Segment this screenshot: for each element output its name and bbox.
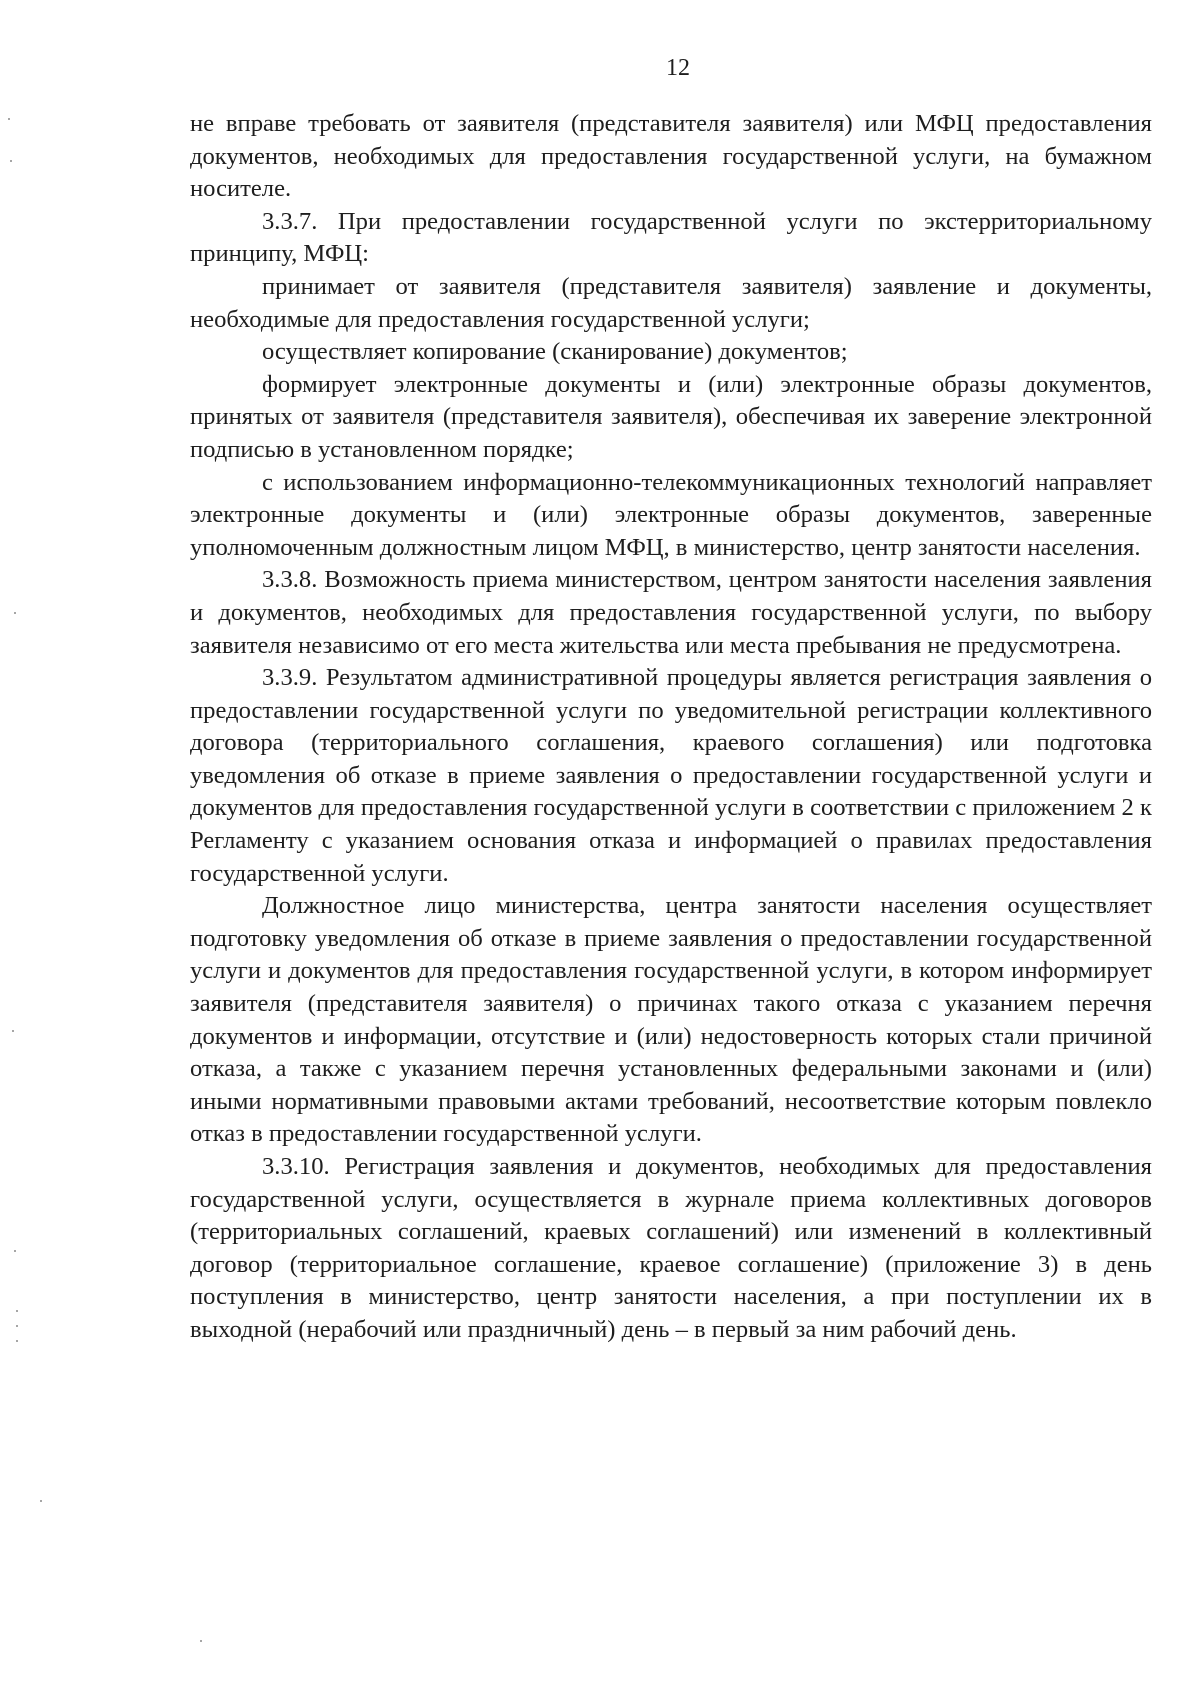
paragraph-continuation: не вправе требовать от заявителя (представителя заявителя) или МФЦ предоставления документов, необходимых для предоставления государственной услуги, на бумажном носителе. bbox=[190, 110, 1152, 203]
paragraph-3-3-7: 3.3.7. При предоставлении государственной услуги по экстерриториальному принципу, МФЦ: bbox=[190, 207, 1152, 268]
page-number: 12 bbox=[666, 55, 690, 81]
list-item-electronic-documents: формирует электронные документы и (или) электронные образы документов, принятых от заявителя (представителя заявителя), обеспечивая их заверение электронной подписью в установленном порядке; bbox=[190, 370, 1152, 463]
paragraph-3-3-9: 3.3.9. Результатом административной процедуры является регистрация заявления о предоставлении государственной услуги по уведомительной регистрации коллективного договора (территориального соглашения, краевого соглашения) или подготовка уведомления об отказе в приеме заявления о предоставлении государственной услуги и документов для предоставления государственной услуги в соответствии с приложением 2 к Регламенту с указанием основания отказа и информацией о правилах предоставления государственной услуги. bbox=[190, 664, 1152, 887]
list-item-sends-documents: с использованием информационно-телекоммуникационных технологий направляет электронные документы и (или) электронные образы документов, заверенные уполномоченным должностным лицом МФЦ, в министерство, центр занятости населения. bbox=[190, 468, 1152, 561]
list-item-accepts-application: принимает от заявителя (представителя заявителя) заявление и документы, необходимые для предоставления государственной услуги; bbox=[190, 272, 1152, 333]
paragraph-3-3-8: 3.3.8. Возможность приема министерством, центром занятости населения заявления и документов, необходимых для предоставления государственной услуги, по выбору заявителя независимо от его места жительства или места пребывания не предусмотрена. bbox=[190, 566, 1152, 659]
paragraph-3-3-10: 3.3.10. Регистрация заявления и документов, необходимых для предоставления государственной услуги, осуществляется в журнале приема коллективных договоров (территориальных соглашений, краевых соглашений) или изменений в коллективный договор (территориальное соглашение, краевое соглашение) (приложение 3) в день поступления в министерство, центр занятости населения, а при поступлении их в выходной (нерабочий или праздничный) день – в первый за ним рабочий день. bbox=[190, 1153, 1152, 1343]
paragraph-official-notification: Должностное лицо министерства, центра занятости населения осуществляет подготовку уведомления об отказе в приеме заявления о предоставлении государственной услуги и документов для предоставления государственной услуги, в котором информирует заявителя (представителя заявителя) о причинах такого отказа с указанием перечня документов и информации, отсутствие и (или) недостоверность которых стали причиной отказа, а также с указанием перечня установленных федеральными законами и (или) иными нормативными правовыми актами требований, несоответствие которым повлекло отказ в предоставлении государственной услуги. bbox=[190, 892, 1152, 1148]
list-item-copying: осуществляет копирование (сканирование) документов; bbox=[262, 338, 848, 366]
document-body bbox=[190, 108, 1152, 1347]
